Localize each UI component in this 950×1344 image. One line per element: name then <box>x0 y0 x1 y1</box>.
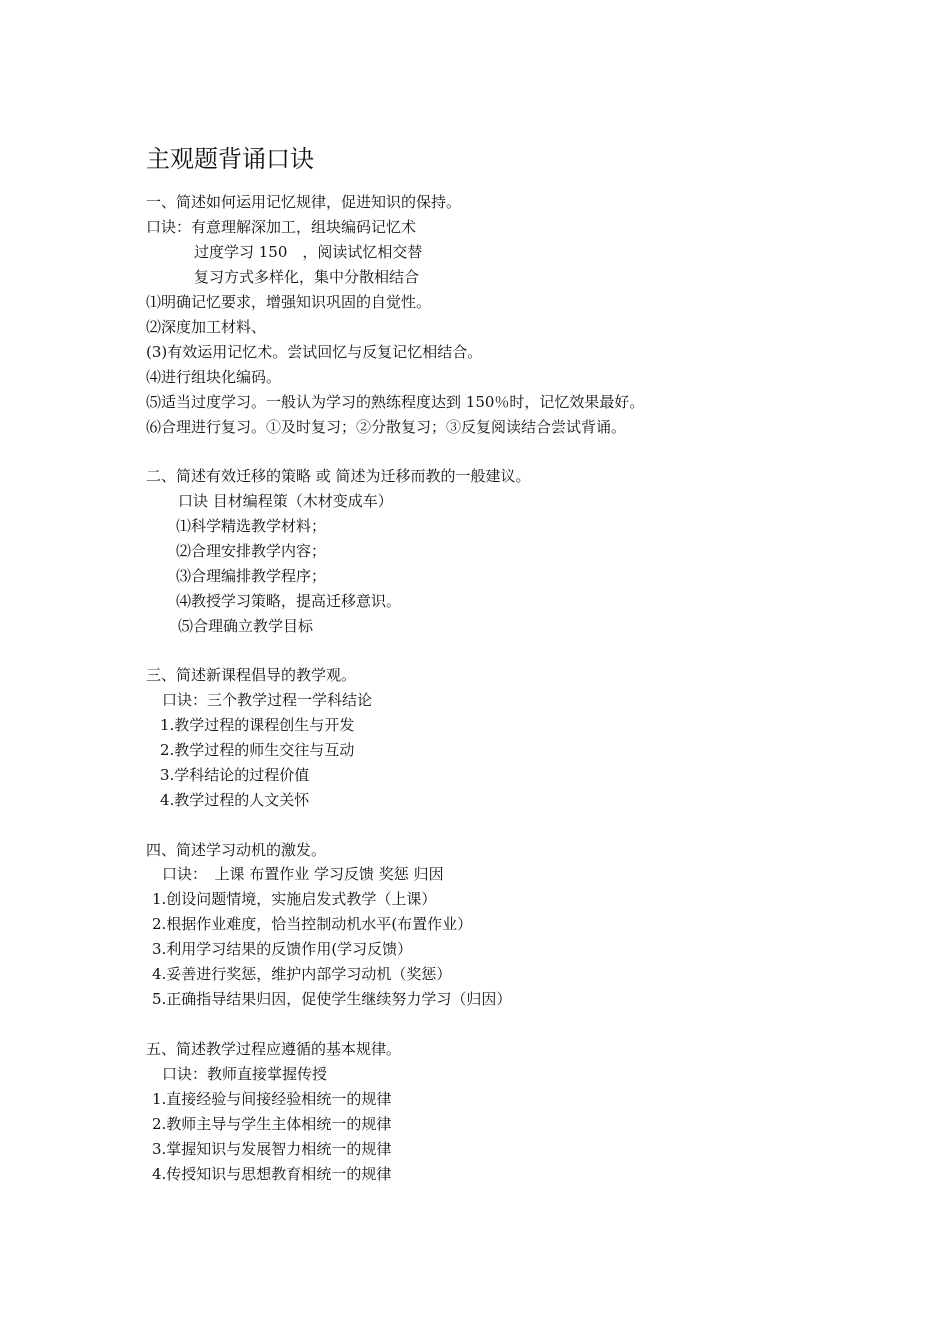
section-2-item: ⑶合理编排教学程序； <box>176 567 327 585</box>
section-4-item: 5.正确指导结果归因，促使学生继续努力学习（归因） <box>152 990 512 1008</box>
section-1-item: ⑹合理进行复习。①及时复习；②分散复习；③反复阅读结合尝试背诵。 <box>146 418 627 436</box>
section-1-mnemonic-line-1: 口诀：有意理解深加工，组块编码记忆术 <box>146 218 417 236</box>
section-3-item: 4.教学过程的人文关怀 <box>160 791 310 809</box>
section-1-mnemonic-line-3: 复习方式多样化，集中分散相结合 <box>194 268 420 286</box>
section-3-mnemonic: 口诀：三个教学过程一学科结论 <box>162 691 373 709</box>
section-2-item: ⑷教授学习策略，提高迁移意识。 <box>176 592 402 610</box>
section-1-item: ⑷进行组块化编码。 <box>146 368 282 386</box>
section-2-heading: 二、简述有效迁移的策略 或 简述为迁移而教的一般建议。 <box>146 467 531 485</box>
section-5-item: 2.教师主导与学生主体相统一的规律 <box>152 1115 392 1133</box>
section-2-item: ⑴科学精选教学材料； <box>176 517 327 535</box>
section-1-item: ⑸适当过度学习。一般认为学习的熟练程度达到 150％时，记忆效果最好。 <box>146 393 645 411</box>
section-4-item: 1.创设问题情境，实施启发式教学（上课） <box>152 890 437 908</box>
section-5-item: 4.传授知识与思想教育相统一的规律 <box>152 1165 392 1183</box>
section-5-item: 3.掌握知识与发展智力相统一的规律 <box>152 1140 392 1158</box>
section-1-item: ⑵深度加工材料、 <box>146 318 267 336</box>
section-1-item: ⑴明确记忆要求，增强知识巩固的自觉性。 <box>146 293 432 311</box>
section-5-heading: 五、简述教学过程应遵循的基本规律。 <box>146 1040 402 1058</box>
section-2-mnemonic: 口诀 目材编程策（木材变成车） <box>178 492 393 510</box>
section-2-item: ⑵合理安排教学内容； <box>176 542 327 560</box>
section-4-item: 4.妥善进行奖惩，维护内部学习动机（奖惩） <box>152 965 452 983</box>
section-3-item: 2.教学过程的师生交往与互动 <box>160 741 355 759</box>
section-2-item: ⑸合理确立教学目标 <box>178 617 314 635</box>
section-4-heading: 四、简述学习动机的激发。 <box>146 841 327 859</box>
section-1-item: (3)有效运用记忆术。尝试回忆与反复记忆相结合。 <box>146 343 483 361</box>
page-title: 主观题背诵口诀 <box>146 145 314 173</box>
section-4-mnemonic: 口诀： 上课 布置作业 学习反馈 奖惩 归因 <box>162 865 444 883</box>
section-1-heading: 一、简述如何运用记忆规律，促进知识的保持。 <box>146 193 462 211</box>
section-3-heading: 三、简述新课程倡导的教学观。 <box>146 666 357 684</box>
section-5-mnemonic: 口诀：教师直接掌握传授 <box>162 1065 328 1083</box>
section-5-item: 1.直接经验与间接经验相统一的规律 <box>152 1090 392 1108</box>
section-3-item: 1.教学过程的课程创生与开发 <box>160 716 355 734</box>
section-1-mnemonic-line-2: 过度学习 150 ，阅读试忆相交替 <box>194 243 423 261</box>
section-4-item: 3.利用学习结果的反馈作用(学习反馈） <box>152 940 413 958</box>
section-4-item: 2.根据作业难度，恰当控制动机水平(布置作业） <box>152 915 473 933</box>
section-3-item: 3.学科结论的过程价值 <box>160 766 310 784</box>
